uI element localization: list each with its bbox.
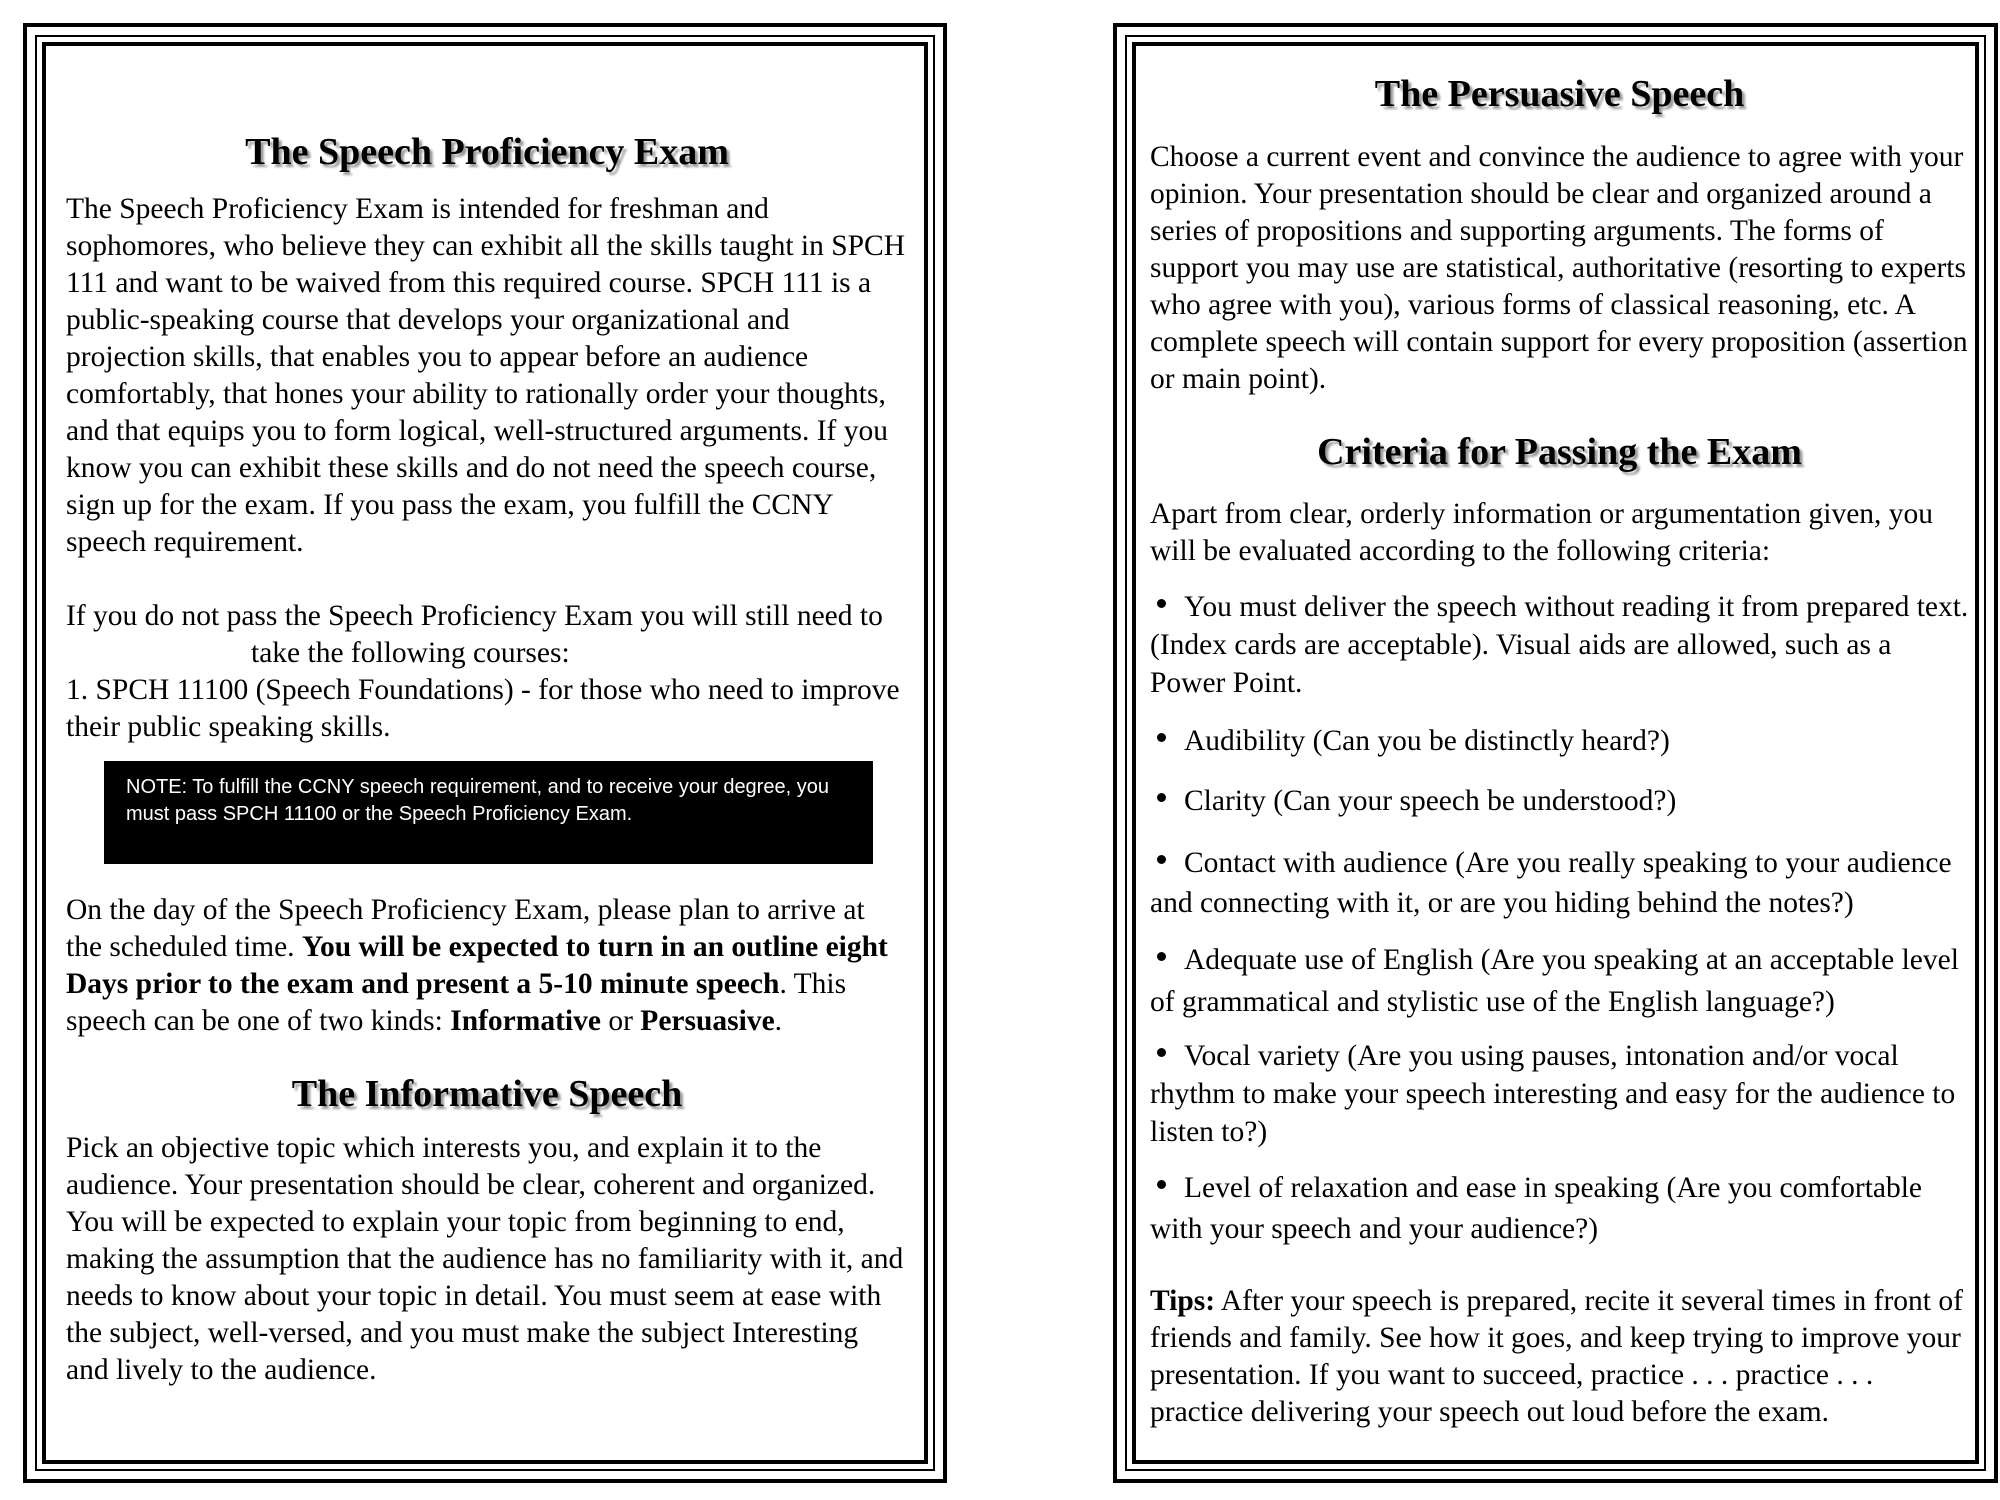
kind-persuasive: Persuasive xyxy=(640,1005,775,1037)
fail-line-1: If you do not pass the Speech Proficiency Exam you will still need to xyxy=(66,600,883,632)
note-box: NOTE: To fulfill the CCNY speech requirement, and to receive your degree, you must pass SPCH 11100 or the Speech Proficiency Exam. xyxy=(104,761,873,864)
criteria-text: Clarity (Can your speech be understood?) xyxy=(1184,785,1677,817)
criteria-intro: Apart from clear, orderly information or argumentation given, you will be evaluated according to the following criteria: xyxy=(1150,498,1934,567)
persuasive-text: Choose a current event and convince the audience to agree with your opinion. Your presentation should be clear and organized around a series of propositions and supporting arguments. The forms of support you may use are statistical, authoritative (resorting to experts who agree with you), various forms of classical reasoning, etc. A complete speech will contain support for every proposition (assertion or main point). xyxy=(1150,141,1968,395)
criteria-item xyxy=(1150,1037,1969,1151)
left-panel-frame xyxy=(42,42,928,1464)
or-word: or xyxy=(600,1005,641,1037)
right-panel xyxy=(1113,23,1998,1483)
criteria-title: Criteria for Passing the Exam xyxy=(1317,431,1802,473)
tips-text xyxy=(1150,1283,1969,1431)
bullet-icon xyxy=(1157,952,1166,961)
tips-label: Tips: xyxy=(1150,1285,1216,1317)
exam-intro: The Speech Proficiency Exam is intended for freshman and sophomores, who believe they can exhibit all the skills taught in SPCH 111 and want to be waived from this required course. SPCH 111 is a public-speaking course that develops your organizational and projection skills, that enables you to appear before an audience comfortably, that hones your ability to rationally order your thoughts, and that equips you to form logical, well-structured arguments. If you know you can exhibit these skills and do not need the speech course, sign up for the exam. If you pass the exam, you fulfill the CCNY speech requirement. xyxy=(66,193,906,558)
criteria-text: Level of relaxation and ease in speaking (Are you comfortable with your speech and your audience?) xyxy=(1150,1172,1923,1245)
informative-title: The Informative Speech xyxy=(291,1073,683,1115)
criteria-item xyxy=(1150,723,1969,760)
criteria-text: Adequate use of English (Are you speaking at an acceptable level of grammatical and stylistic use of the English language?) xyxy=(1150,944,1959,1018)
bullet-icon xyxy=(1157,793,1166,802)
criteria-item xyxy=(1150,939,1969,1023)
criteria-item xyxy=(1150,843,1969,923)
criteria-text: You must deliver the speech without reading it from prepared text. (Index cards are acceptable). Visual aids are allowed, such as a Power Point. xyxy=(1150,591,1969,699)
bullet-icon xyxy=(1157,733,1166,742)
criteria-item xyxy=(1150,588,1969,702)
left-panel-border xyxy=(35,35,935,1471)
persuasive-title: The Persuasive Speech xyxy=(1374,73,1745,115)
bullet-icon xyxy=(1157,855,1166,864)
exam-day-text xyxy=(66,892,908,1040)
tips-body: After your speech is prepared, recite it several times in front of friends and family. See how it goes, and keep trying to improve your presentation. If you want to succeed, practice . . . practice . . . practice delivering your speech out loud before the exam. xyxy=(1150,1285,1963,1428)
criteria-text: Vocal variety (Are you using pauses, intonation and/or vocal rhythm to make your speech interesting and easy for the audience to listen to?) xyxy=(1150,1040,1956,1148)
criteria-item xyxy=(1150,783,1969,820)
bullet-icon xyxy=(1157,1180,1166,1189)
left-panel-content xyxy=(66,46,908,1460)
criteria-item xyxy=(1150,1168,1969,1250)
bullet-icon xyxy=(1157,599,1166,608)
right-panel-content xyxy=(1150,46,1969,1460)
exam-day-kinds: . This speech can be one of two kinds: xyxy=(66,968,847,1037)
period: . xyxy=(774,1005,783,1037)
bullet-icon xyxy=(1157,1048,1166,1057)
exam-day-intro: On the day of the Speech Proficiency Exam, please plan to arrive at the scheduled time. xyxy=(66,894,865,963)
fail-line-2: take the following courses: xyxy=(251,637,570,669)
exam-day-bold: You will be expected to turn in an outline eight Days prior to the exam and present a 5-10 minute speech xyxy=(66,931,888,1000)
criteria-text: Contact with audience (Are you really speaking to your audience and connecting with it, or are you hiding behind the notes?) xyxy=(1150,847,1952,919)
exam-title: The Speech Proficiency Exam xyxy=(245,131,729,173)
informative-text: Pick an objective topic which interests you, and explain it to the audience. Your presentation should be clear, coherent and organized. You will be expected to explain your topic from beginning to end, making the assumption that the audience has no familiarity with it, and needs to know about your topic in detail. You must seem at ease with the subject, well-versed, and you must make the subject Interesting and lively to the audience. xyxy=(66,1132,904,1386)
left-panel xyxy=(23,23,947,1483)
kind-informative: Informative xyxy=(450,1005,601,1037)
fail-course: 1. SPCH 11100 (Speech Foundations) - for those who need to improve their public speaking skills. xyxy=(66,674,900,743)
criteria-text: Audibility (Can you be distinctly heard?) xyxy=(1184,725,1670,757)
right-panel-border xyxy=(1125,35,1986,1471)
right-panel-frame xyxy=(1132,42,1979,1464)
